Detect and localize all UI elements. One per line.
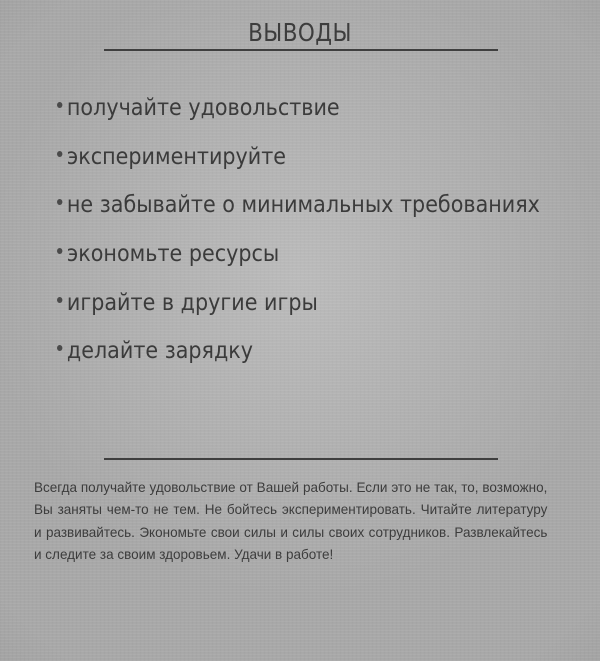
list-item (57, 278, 540, 327)
list-item-text: получайте удовольствие (66, 95, 340, 122)
bullet-dot-icon (57, 248, 62, 254)
list-item (57, 133, 540, 182)
title-underline (104, 49, 498, 51)
list-item (57, 84, 540, 133)
list-item-text: играйте в другие игры (66, 289, 318, 316)
bullet-dot-icon (57, 199, 62, 205)
section-divider (104, 458, 498, 460)
list-item-text: экспериментируйте (66, 143, 287, 170)
list-item-text: делайте зарядку (66, 338, 254, 365)
list-item (57, 230, 540, 279)
bullet-dot-icon (57, 297, 62, 303)
list-item (57, 181, 540, 230)
bullet-dot-icon (57, 345, 62, 351)
list-item (57, 327, 540, 376)
summary-paragraph: Всегда получайте удовольствие от Вашей работы. Если это не так, то, возможно, Вы заняты чем-то не тем. Не бойтесь экспериментировать. Читайте литературу и развивайтесь. Экономьте свои силы и силы своих сотрудников. Развлекайтесь и следите за своим здоровьем. Удачи в работе! (34, 479, 548, 562)
bullet-dot-icon (57, 102, 62, 108)
bullet-dot-icon (57, 151, 62, 157)
conclusions-list (57, 84, 594, 376)
list-item-text: экономьте ресурсы (66, 241, 280, 268)
list-item-text: не забывайте о минимальных требованиях (66, 192, 540, 219)
page-title: ВЫВОДЫ (248, 18, 352, 47)
